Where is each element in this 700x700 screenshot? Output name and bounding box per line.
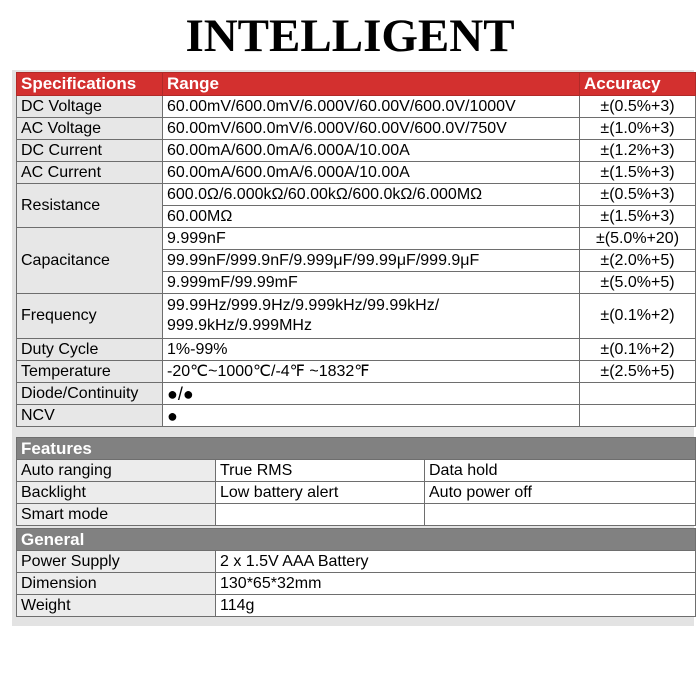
spec-range: 9.999nF	[163, 228, 580, 250]
feature-cell: Data hold	[425, 460, 696, 482]
spec-range: -20℃~1000℃/-4℉ ~1832℉	[163, 361, 580, 383]
feature-cell	[216, 504, 425, 526]
spec-range: 600.0Ω/6.000kΩ/60.00kΩ/600.0kΩ/6.000MΩ	[163, 184, 580, 206]
features-row	[17, 482, 696, 504]
spec-accuracy: ±(5.0%+5)	[580, 272, 696, 294]
spec-range: 60.00mV/600.0mV/6.000V/60.00V/600.0V/1000V	[163, 96, 580, 118]
features-header: Features	[17, 438, 696, 460]
spec-header-specifications: Specifications	[17, 73, 163, 96]
spec-accuracy: ±(0.5%+3)	[580, 184, 696, 206]
features-row	[17, 460, 696, 482]
spec-range-line-1: 99.99Hz/999.9Hz/9.999kHz/99.99kHz/	[167, 297, 440, 314]
feature-cell: True RMS	[216, 460, 425, 482]
spec-label: NCV	[17, 405, 163, 427]
spec-row-ncv	[17, 405, 696, 427]
features-table	[16, 437, 696, 526]
spec-label: Capacitance	[17, 228, 163, 294]
spec-range: 9.999mF/99.99mF	[163, 272, 580, 294]
feature-cell	[425, 504, 696, 526]
spec-row-resistance	[17, 184, 696, 206]
spec-accuracy: ±(1.0%+3)	[580, 118, 696, 140]
general-header: General	[17, 529, 696, 551]
spec-label: Duty Cycle	[17, 339, 163, 361]
specifications-table	[16, 72, 696, 427]
page-title: INTELLIGENT	[185, 10, 515, 62]
general-row	[17, 573, 696, 595]
spec-accuracy-empty	[580, 405, 696, 427]
spec-range: 60.00mV/600.0mV/6.000V/60.00V/600.0V/750V	[163, 118, 580, 140]
spec-row-frequency	[17, 294, 696, 339]
feature-cell: Auto ranging	[17, 460, 216, 482]
feature-cell: Smart mode	[17, 504, 216, 526]
general-header-row	[17, 529, 696, 551]
spec-row-temperature	[17, 361, 696, 383]
spec-range: 1%-99%	[163, 339, 580, 361]
feature-cell: Backlight	[17, 482, 216, 504]
spec-row-dc-current	[17, 140, 696, 162]
spec-range: ●/●	[163, 383, 580, 405]
spec-row-ac-current	[17, 162, 696, 184]
spec-range: 60.00MΩ	[163, 206, 580, 228]
general-label: Weight	[17, 595, 216, 617]
spec-row-ac-voltage	[17, 118, 696, 140]
spec-label: DC Current	[17, 140, 163, 162]
spec-range: 60.00mA/600.0mA/6.000A/10.00A	[163, 140, 580, 162]
general-row	[17, 551, 696, 573]
spec-label: DC Voltage	[17, 96, 163, 118]
spec-range: ●	[163, 405, 580, 427]
feature-cell: Auto power off	[425, 482, 696, 504]
spec-accuracy: ±(1.5%+3)	[580, 206, 696, 228]
spec-row-capacitance	[17, 228, 696, 250]
features-header-row	[17, 438, 696, 460]
spec-accuracy: ±(0.5%+3)	[580, 96, 696, 118]
general-value: 130*65*32mm	[216, 573, 696, 595]
spec-accuracy: ±(0.1%+2)	[580, 339, 696, 361]
spec-row-dc-voltage	[17, 96, 696, 118]
general-value: 114g	[216, 595, 696, 617]
feature-cell: Low battery alert	[216, 482, 425, 504]
spec-accuracy: ±(1.5%+3)	[580, 162, 696, 184]
general-table	[16, 528, 696, 617]
spec-accuracy: ±(2.5%+5)	[580, 361, 696, 383]
spec-label: AC Current	[17, 162, 163, 184]
spec-accuracy: ±(2.0%+5)	[580, 250, 696, 272]
spec-label: Temperature	[17, 361, 163, 383]
general-value: 2 x 1.5V AAA Battery	[216, 551, 696, 573]
spec-row-diode-continuity	[17, 383, 696, 405]
spec-accuracy-empty	[580, 383, 696, 405]
spec-range: 60.00mA/600.0mA/6.000A/10.00A	[163, 162, 580, 184]
spec-header-accuracy: Accuracy	[580, 73, 696, 96]
spec-header-range: Range	[163, 73, 580, 96]
features-row	[17, 504, 696, 526]
spec-label: Diode/Continuity	[17, 383, 163, 405]
spec-label: Frequency	[17, 294, 163, 339]
spec-label: AC Voltage	[17, 118, 163, 140]
spec-accuracy: ±(1.2%+3)	[580, 140, 696, 162]
spec-range	[163, 294, 580, 339]
general-row	[17, 595, 696, 617]
spec-range-line-2: 999.9kHz/9.999MHz	[167, 317, 312, 334]
spec-label: Resistance	[17, 184, 163, 228]
general-label: Dimension	[17, 573, 216, 595]
spec-accuracy: ±(5.0%+20)	[580, 228, 696, 250]
spec-range: 99.99nF/999.9nF/9.999μF/99.99μF/999.9μF	[163, 250, 580, 272]
spec-row-duty-cycle	[17, 339, 696, 361]
spec-accuracy: ±(0.1%+2)	[580, 294, 696, 339]
general-label: Power Supply	[17, 551, 216, 573]
spec-header-row	[17, 73, 696, 96]
